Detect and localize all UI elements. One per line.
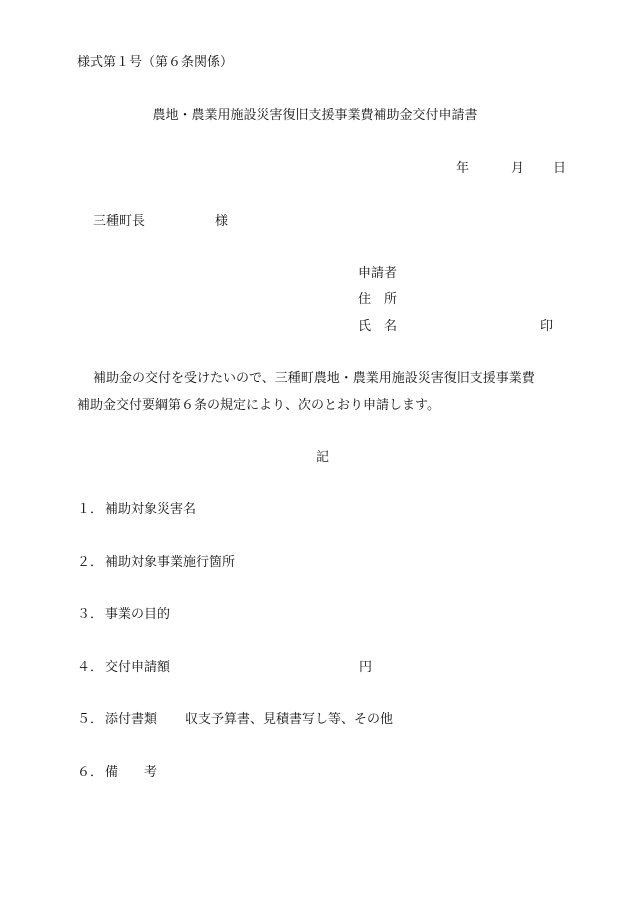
date-month: 月 (511, 161, 525, 176)
name-label: 氏 名 (358, 319, 398, 334)
attachments-value: 収支予算書、見積書写し等、その他 (185, 712, 394, 727)
addressee-name: 三種町長 (93, 214, 146, 229)
list-item (77, 660, 373, 675)
item-number: ２． (77, 555, 104, 570)
address-label: 住 所 (358, 292, 398, 307)
item-label: 補助対象災害名 (105, 502, 197, 517)
date-line (456, 162, 566, 175)
item-label: 交付申請額 (105, 660, 171, 675)
yen-unit: 円 (359, 660, 373, 675)
item-number: ６． (77, 765, 104, 780)
form-number: 様式第１号（第６条関係） (77, 55, 234, 70)
ki-heading: 記 (316, 450, 330, 465)
addressee (93, 215, 228, 228)
seal-mark: 印 (540, 319, 554, 334)
item-label: 補助対象事業施行箇所 (105, 555, 236, 570)
date-day: 日 (553, 161, 567, 176)
applicant-label: 申請者 (358, 266, 398, 281)
body-text-line-2: 補助金交付要綱第６条の規定により、次のとおり申請します。 (77, 398, 440, 413)
document-title: 農地・農業用施設災害復旧支援事業費補助金交付申請書 (152, 108, 478, 123)
item-number: ３． (77, 607, 104, 622)
item-label: 備 考 (105, 765, 158, 780)
body-text-line-1: 補助金の交付を受けたいので、三種町農地・農業用施設災害復旧支援事業費 (93, 371, 535, 386)
item-number: ４． (77, 660, 104, 675)
item-number: ５． (77, 712, 104, 727)
item-label: 添付書類 (105, 712, 158, 727)
list-item (77, 766, 157, 779)
list-item (77, 713, 393, 726)
item-label: 事業の目的 (105, 607, 171, 622)
item-number: １． (77, 502, 104, 517)
list-item (77, 503, 196, 516)
list-item (77, 556, 235, 569)
date-year: 年 (456, 161, 470, 176)
list-item (77, 608, 170, 621)
addressee-honorific: 様 (215, 214, 229, 229)
